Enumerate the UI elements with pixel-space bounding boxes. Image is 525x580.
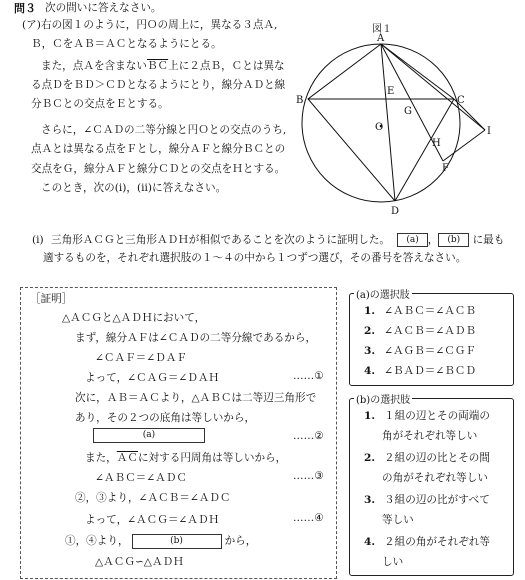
figure-title: 図１ bbox=[372, 24, 392, 35]
proof-line: ∠ＣＡＦ＝∠ＤＡＦ bbox=[95, 352, 187, 364]
label-f: F bbox=[442, 163, 449, 174]
blank-b: (b) bbox=[132, 534, 222, 549]
question-i-label: (i) bbox=[32, 234, 44, 246]
label-g: G bbox=[404, 106, 412, 117]
label-o: O bbox=[375, 122, 384, 133]
proof-line: ∠ＡＢＣ＝∠ＡＤＣ bbox=[95, 472, 187, 484]
question-i-separator: ， bbox=[427, 234, 439, 246]
option-a-1 bbox=[364, 303, 476, 318]
part-a-line: さらに，∠ＣＡＤの二等分線と円Ｏとの交点のうち, bbox=[41, 124, 287, 136]
part-a-line: 分ＢＣとの交点をＥとする。 bbox=[31, 98, 169, 110]
option-number: 2. bbox=[364, 325, 376, 337]
options-b-title: (b)の選択肢 bbox=[354, 391, 412, 406]
option-number: 1. bbox=[364, 410, 376, 422]
option-text-line-2: しい bbox=[382, 556, 404, 568]
option-text: ∠ＡＣＢ＝∠ＡＤＢ bbox=[384, 325, 476, 337]
option-text-line-1: ３組の辺の比がすべて bbox=[384, 494, 490, 506]
option-a-4 bbox=[364, 363, 476, 378]
label-h: H bbox=[432, 138, 441, 149]
label-e: E bbox=[387, 86, 395, 97]
part-a-line: Ｂ，ＣをＡＢ＝ＡＣとなるようにとる。 bbox=[31, 38, 222, 50]
proof-line: △ＡＣＧ∽△ＡＤＨ bbox=[95, 556, 184, 568]
option-b-3 bbox=[364, 492, 490, 507]
option-text: ∠ＡＧＢ＝∠ＣＧＦ bbox=[384, 345, 476, 357]
option-text: ∠ＢＡＤ＝∠ＢＣＤ bbox=[384, 365, 476, 377]
option-b-4 bbox=[364, 534, 490, 549]
options-a-title: (a)の選択肢 bbox=[354, 286, 412, 301]
option-number: 2. bbox=[364, 452, 376, 464]
segment-ai bbox=[381, 44, 485, 130]
proof-line: よって，∠ＡＣＧ＝∠ＡＤＨ bbox=[85, 514, 220, 526]
option-number: 3. bbox=[364, 345, 376, 357]
proof-line: あり，その２つの底角は等しいから， bbox=[75, 412, 256, 424]
figure-1-diagram bbox=[290, 30, 505, 215]
part-a-line bbox=[41, 58, 285, 75]
proof-line: ②，③より，∠ＡＣＢ＝∠ＡＤＣ bbox=[75, 492, 231, 504]
proof-line bbox=[65, 533, 256, 549]
arc-ac-label: $\overline{AC}$ bbox=[116, 452, 138, 464]
proof-line: △ＡＣＧと△ＡＤＨにおいて， bbox=[62, 312, 206, 324]
part-a-line: る点ＤをＢＤ＞ＣＤとなるようにとり，線分ＡＤと線 bbox=[31, 79, 286, 91]
blank-b-label: (b) bbox=[438, 233, 469, 247]
proof-mark: ……③ bbox=[293, 470, 324, 482]
option-text-line-2: の角がそれぞれ等しい bbox=[382, 472, 488, 484]
arc-bc-label: $\overline{BC}$ bbox=[146, 60, 169, 72]
option-text-line-1: １組の辺とその両端の bbox=[384, 410, 490, 422]
proof-mark: ……④ bbox=[293, 512, 324, 524]
question-i-line-2: 適するものを，それぞれ選択肢の１～４の中から１つずつ選び，その番号を答えなさい。 bbox=[43, 252, 467, 264]
option-number: 4. bbox=[364, 536, 376, 548]
option-b-1 bbox=[364, 408, 490, 423]
proof-title: ［証明］ bbox=[30, 293, 73, 305]
proof-mark: ……② bbox=[293, 430, 324, 442]
option-number: 4. bbox=[364, 365, 376, 377]
option-number: 3. bbox=[364, 494, 376, 506]
proof-blank-a bbox=[93, 428, 205, 443]
label-c: C bbox=[457, 95, 465, 106]
option-text-line-1: ２組の辺の比とその間 bbox=[384, 452, 490, 464]
proof-line: まず，線分ＡＦは∠ＣＡＤの二等分線であるから， bbox=[75, 332, 317, 344]
question-number: 問３ bbox=[14, 2, 36, 15]
question-instruction: 次の問いに答えなさい。 bbox=[45, 2, 162, 14]
blank-a-label: (a) bbox=[397, 233, 427, 247]
segment-fi bbox=[443, 130, 485, 161]
label-i: I bbox=[487, 126, 491, 137]
proof-line: 次に，ＡＢ＝ＡＣより，△ＡＢＣは二等辺三角形で bbox=[75, 392, 317, 404]
part-a-line-start: また，点Ａを含まない bbox=[41, 60, 147, 72]
proof-line-end: から， bbox=[224, 535, 257, 547]
proof-line-start: ①，④より， bbox=[65, 535, 129, 547]
question-i-line-1 bbox=[32, 232, 504, 247]
part-a-line: 右の図１のように，円Ｏの周上に，異なる３点Ａ, bbox=[41, 19, 278, 31]
part-a-label: (ア) bbox=[22, 19, 41, 31]
proof-line-end: に対する円周角は等しいから， bbox=[137, 452, 287, 464]
proof-line: よって，∠ＣＡＧ＝∠ＤＡＨ bbox=[85, 372, 220, 384]
label-d: D bbox=[391, 206, 400, 215]
label-b: B bbox=[296, 95, 304, 106]
label-a: A bbox=[377, 33, 385, 44]
part-a-line: 交点をＧ，線分ＡＦと線分ＣＤとの交点をＨとする。 bbox=[31, 163, 286, 175]
proof-line bbox=[85, 450, 286, 465]
part-a-line-end: 上に２点Ｂ，Ｃとは異な bbox=[168, 60, 285, 72]
option-number: 1. bbox=[364, 305, 376, 317]
part-a-line: このとき，次の(i)，(ii)に答えなさい。 bbox=[41, 182, 227, 194]
blank-a: (a) bbox=[93, 428, 205, 443]
option-a-3 bbox=[364, 343, 476, 358]
option-text: ∠ＡＢＣ＝∠ＡＣＢ bbox=[384, 305, 476, 317]
option-text-line-1: ２組の角がそれぞれ等 bbox=[384, 536, 490, 548]
proof-line-start: また， bbox=[85, 452, 117, 464]
option-text-line-2: 等しい bbox=[382, 514, 414, 526]
option-a-2 bbox=[364, 323, 476, 338]
proof-mark: ……① bbox=[293, 370, 324, 382]
option-text-line-2: 角がそれぞれ等しい bbox=[382, 430, 478, 442]
option-b-2 bbox=[364, 450, 490, 465]
question-i-text-2: に最も bbox=[472, 234, 505, 246]
options-b-box bbox=[349, 398, 514, 576]
question-i-text: 三角形ＡＣＧと三角形ＡＤＨが相似であることを次のように証明した。 bbox=[51, 234, 391, 246]
part-a-line: 点Ａとは異なる点をＦとし，線分ＡＦと線分ＢＣとの bbox=[31, 143, 286, 155]
